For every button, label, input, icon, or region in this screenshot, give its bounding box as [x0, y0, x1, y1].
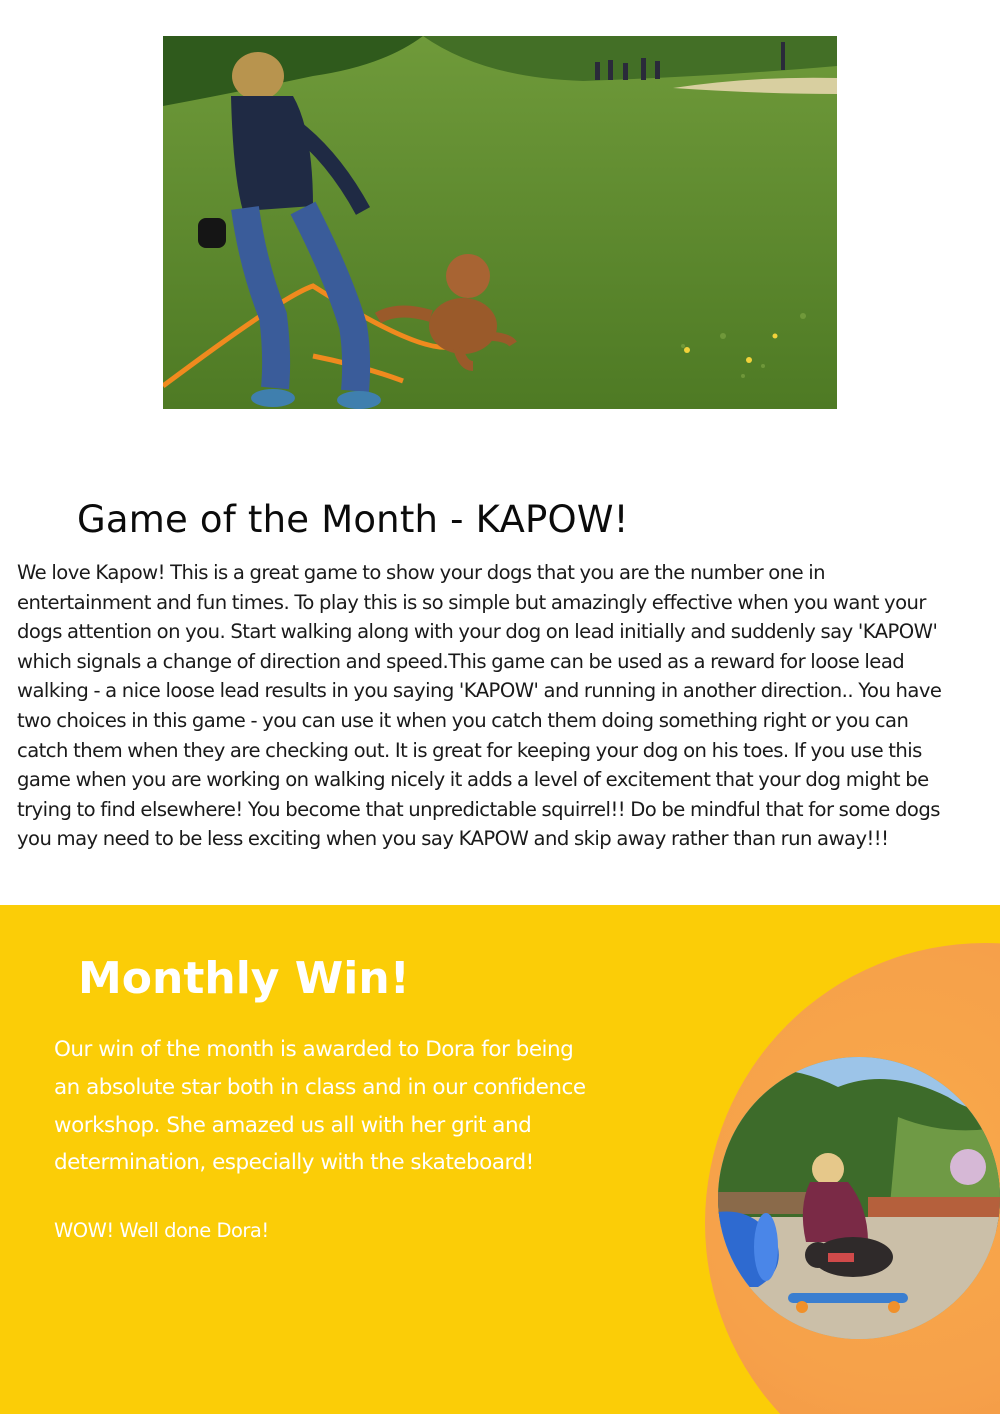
win-line: workshop. She amazed us all with her grit and: [54, 1112, 532, 1138]
game-description: [17, 558, 985, 854]
monthly-win-section: [0, 905, 1000, 1414]
dog-park-photo: [163, 36, 837, 409]
game-line: two choices in this game - you can use it when you catch them doing something right or you can: [17, 708, 909, 732]
game-line: walking - a nice loose lead results in you saying 'KAPOW' and running in another direction.. You have: [17, 679, 942, 703]
dog-skateboard-photo-icon: [718, 1057, 1000, 1339]
game-line: entertainment and fun times. To play this is so simple but amazingly effective when you want your: [17, 590, 926, 614]
game-line: dogs attention on you. Start walking along with your dog on lead initially and suddenly say 'KAPOW': [17, 620, 938, 644]
win-line: an absolute star both in class and in our confidence: [54, 1074, 586, 1100]
monthly-win-description: [54, 1031, 674, 1182]
win-cheer: WOW! Well done Dora!: [54, 1219, 269, 1242]
game-line: which signals a change of direction and speed.This game can be used as a reward for loose lead: [17, 649, 905, 673]
game-line: you may need to be less exciting when you say KAPOW and skip away rather than run away!!!: [17, 827, 889, 851]
game-line: catch them when they are checking out. It is great for keeping your dog on his toes. If you use this: [17, 738, 922, 762]
win-line: determination, especially with the skateboard!: [54, 1150, 534, 1176]
game-title: Game of the Month - KAPOW!: [77, 498, 629, 541]
dora-photo: [718, 1057, 1000, 1339]
game-line: We love Kapow! This is a great game to show your dogs that you are the number one in: [17, 561, 826, 584]
dog-park-photo-icon: [163, 36, 837, 409]
game-line: trying to find elsewhere! You become that unpredictable squirrel!! Do be mindful that for some dogs: [17, 797, 940, 821]
win-line: Our win of the month is awarded to Dora for being: [54, 1037, 574, 1062]
monthly-win-title: Monthly Win!: [78, 953, 410, 1004]
game-line: game when you are working on walking nicely it adds a level of excitement that your dog might be: [17, 768, 929, 792]
